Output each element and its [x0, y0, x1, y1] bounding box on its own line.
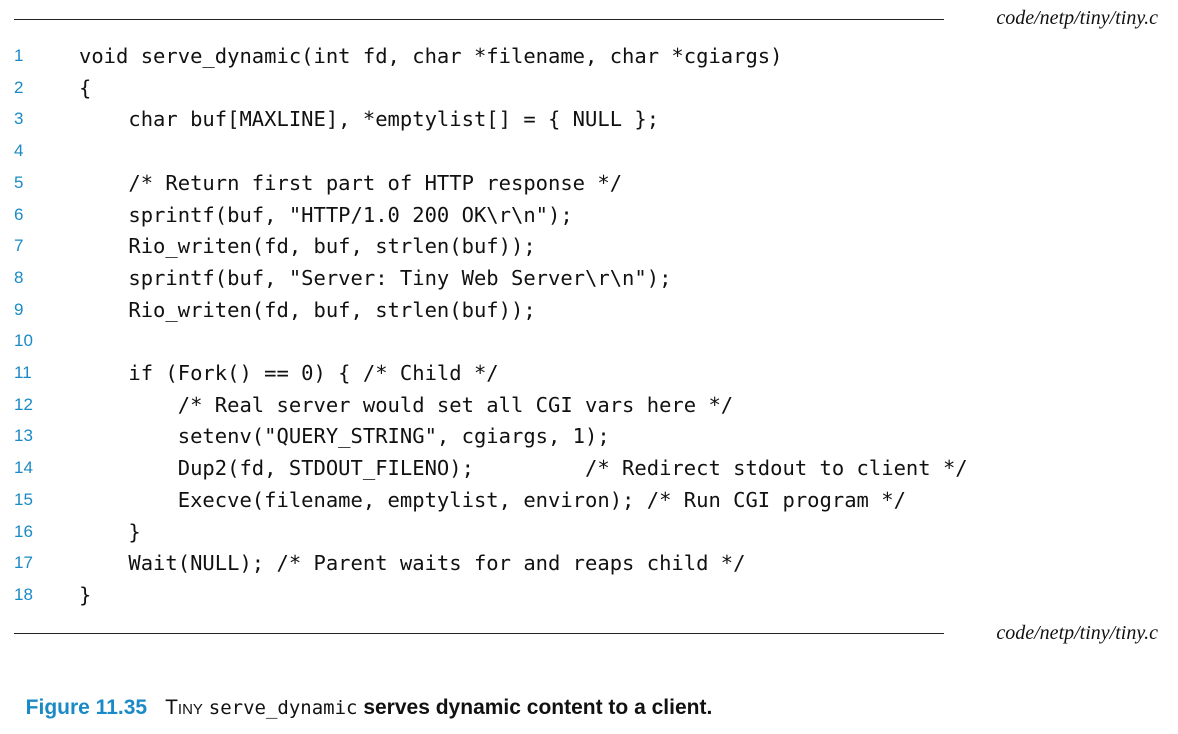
code-line — [0, 294, 1178, 326]
code-text: /* Return first part of HTTP response */ — [79, 170, 623, 195]
footer-file-path: code/netp/tiny/tiny.c — [996, 622, 1158, 644]
code-line — [0, 420, 1178, 452]
line-number: 9 — [14, 299, 24, 319]
code-text: void serve_dynamic(int fd, char *filename, char *cgiargs) — [79, 44, 783, 68]
line-number: 11 — [14, 363, 32, 382]
line-number: 12 — [14, 394, 33, 414]
line-number: 2 — [14, 77, 24, 97]
line-number: 3 — [14, 109, 24, 129]
code-line — [0, 262, 1178, 294]
code-text: Execve(filename, emptylist, environ); /* Run CGI program */ — [79, 487, 906, 512]
code-line — [0, 325, 1178, 357]
figure-caption — [14, 672, 712, 720]
line-number: 7 — [14, 236, 24, 256]
code-line — [0, 389, 1178, 421]
header-file-path: code/netp/tiny/tiny.c — [996, 7, 1158, 29]
line-number: 18 — [14, 584, 33, 604]
code-text: if (Fork() == 0) { /* Child */ — [79, 361, 499, 385]
line-number: 13 — [14, 426, 33, 446]
code-line — [0, 199, 1178, 231]
line-number: 6 — [14, 204, 24, 224]
caption-program-name: Tiny — [165, 696, 203, 719]
code-text: } — [79, 582, 92, 607]
bottom-rule — [14, 633, 944, 634]
code-text: sprintf(buf, "Server: Tiny Web Server\r\n"); — [79, 265, 672, 290]
code-text: { — [79, 75, 92, 100]
code-line — [0, 103, 1178, 135]
code-line — [0, 40, 1178, 72]
top-rule — [14, 19, 944, 20]
code-text: Rio_writen(fd, buf, strlen(buf)); — [79, 234, 536, 259]
code-text: setenv("QUERY_STRING", cgiargs, 1); — [79, 424, 610, 449]
code-text: sprintf(buf, "HTTP/1.0 200 OK\r\n"); — [79, 202, 573, 227]
code-text: char buf[MAXLINE], *emptylist[] = { NULL }; — [79, 107, 660, 132]
code-text: Rio_writen(fd, buf, strlen(buf)); — [79, 297, 536, 322]
code-text: Dup2(fd, STDOUT_FILENO); /* Redirect stdout to client */ — [79, 456, 968, 481]
code-line — [0, 452, 1178, 484]
caption-function-name: serve_dynamic — [208, 697, 358, 719]
line-number: 8 — [14, 267, 24, 287]
code-text: } — [79, 519, 141, 544]
code-line — [0, 484, 1178, 516]
code-line — [0, 547, 1178, 579]
code-text: Wait(NULL); /* Parent waits for and reaps child */ — [79, 551, 746, 576]
code-line — [0, 230, 1178, 262]
line-number: 15 — [14, 489, 33, 509]
line-number: 1 — [14, 46, 24, 65]
line-number: 14 — [14, 458, 33, 478]
code-line — [0, 516, 1178, 548]
line-number: 4 — [14, 141, 24, 161]
code-line — [0, 72, 1178, 104]
code-line — [0, 579, 1178, 611]
code-line — [0, 167, 1178, 199]
figure-label: Figure 11.35 — [25, 696, 148, 719]
line-number: 16 — [14, 521, 33, 541]
code-text: /* Real server would set all CGI vars here */ — [79, 392, 734, 417]
code-line — [0, 357, 1178, 389]
caption-description: serves dynamic content to a client. — [363, 696, 713, 719]
line-number: 10 — [14, 331, 33, 351]
line-number: 5 — [14, 172, 24, 192]
line-number: 17 — [14, 553, 33, 573]
code-line — [0, 135, 1178, 167]
